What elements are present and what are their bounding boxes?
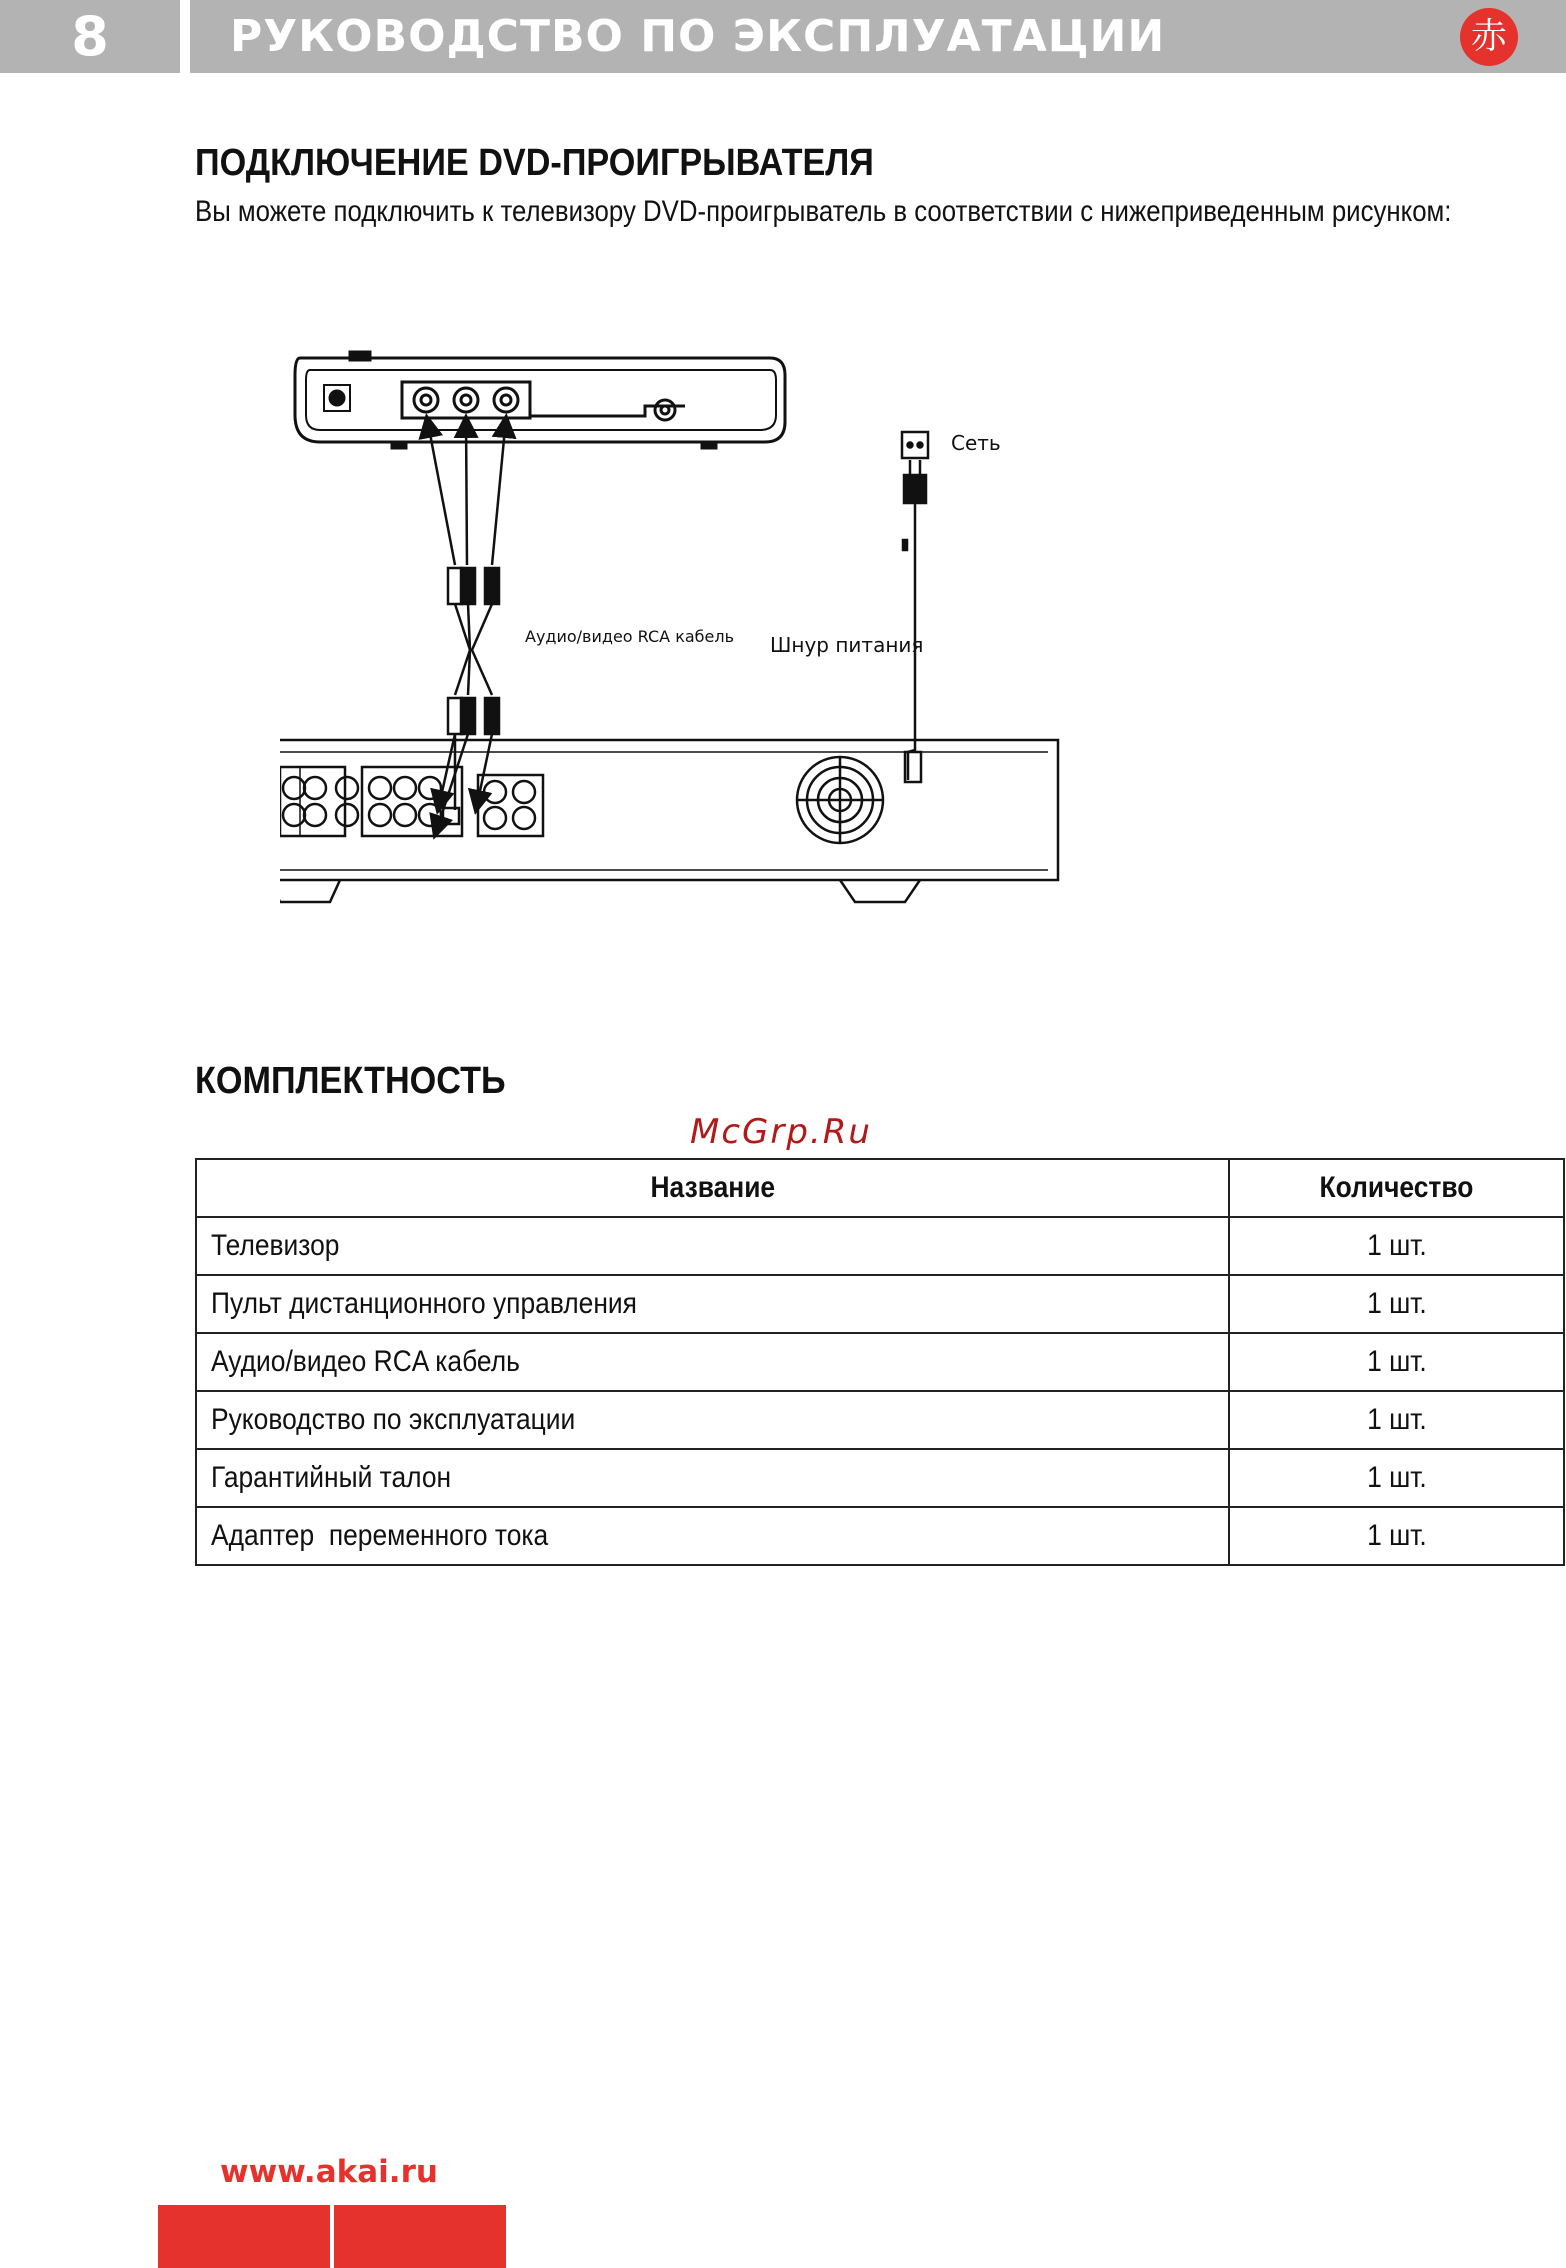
page-number: 8 [0,0,180,73]
outlet-label: Сеть [951,431,1001,455]
table-row [196,1449,1564,1507]
watermark: McGrp.Ru [690,1112,872,1152]
connection-diagram [280,330,1430,960]
item-name: Телевизор [196,1217,1229,1275]
footer-block-right [334,2205,506,2268]
website-link[interactable]: www.akai.ru [220,2154,438,2190]
item-name: Адаптер переменного тока [196,1507,1229,1565]
item-name: Пульт дистанционного управления [196,1275,1229,1333]
item-qty: 1 шт. [1229,1275,1564,1333]
section-title-dvd: ПОДКЛЮЧЕНИЕ DVD-ПРОИГРЫВАТЕЛЯ [195,142,874,184]
power-outlet-icon [902,432,928,780]
kit-table [195,1158,1565,1566]
item-name: Аудио/видео RCA кабель [196,1333,1229,1391]
header-title: РУКОВОДСТВО ПО ЭКСПЛУАТАЦИИ [230,11,1166,62]
intro-text: Вы можете подключить к телевизору DVD-проигрыватель в соответствии с нижеприведенным рисунком: [195,195,1452,228]
table-row [196,1507,1564,1565]
column-header-qty: Количество [1229,1159,1564,1217]
table-header-row [196,1159,1564,1217]
item-qty: 1 шт. [1229,1333,1564,1391]
dvd-player-icon [295,352,785,448]
item-name: Гарантийный талон [196,1449,1229,1507]
column-header-name: Название [196,1159,1229,1217]
brand-logo-icon: 赤 [1460,8,1518,66]
table-row [196,1333,1564,1391]
table-row [196,1391,1564,1449]
item-qty: 1 шт. [1229,1507,1564,1565]
item-qty: 1 шт. [1229,1449,1564,1507]
cable-label: Аудио/видео RCA кабель [525,627,735,646]
item-qty: 1 шт. [1229,1391,1564,1449]
item-qty: 1 шт. [1229,1217,1564,1275]
table-row [196,1217,1564,1275]
footer-block-left [158,2205,330,2268]
header-bar [190,0,1566,73]
item-name: Руководство по эксплуатации [196,1391,1229,1449]
table-row [196,1275,1564,1333]
tv-back-panel-icon [280,740,1058,902]
section-title-kit: КОМПЛЕКТНОСТЬ [195,1060,506,1102]
rca-cable-icon [427,418,506,835]
power-cord-label: Шнур питания [770,633,924,657]
